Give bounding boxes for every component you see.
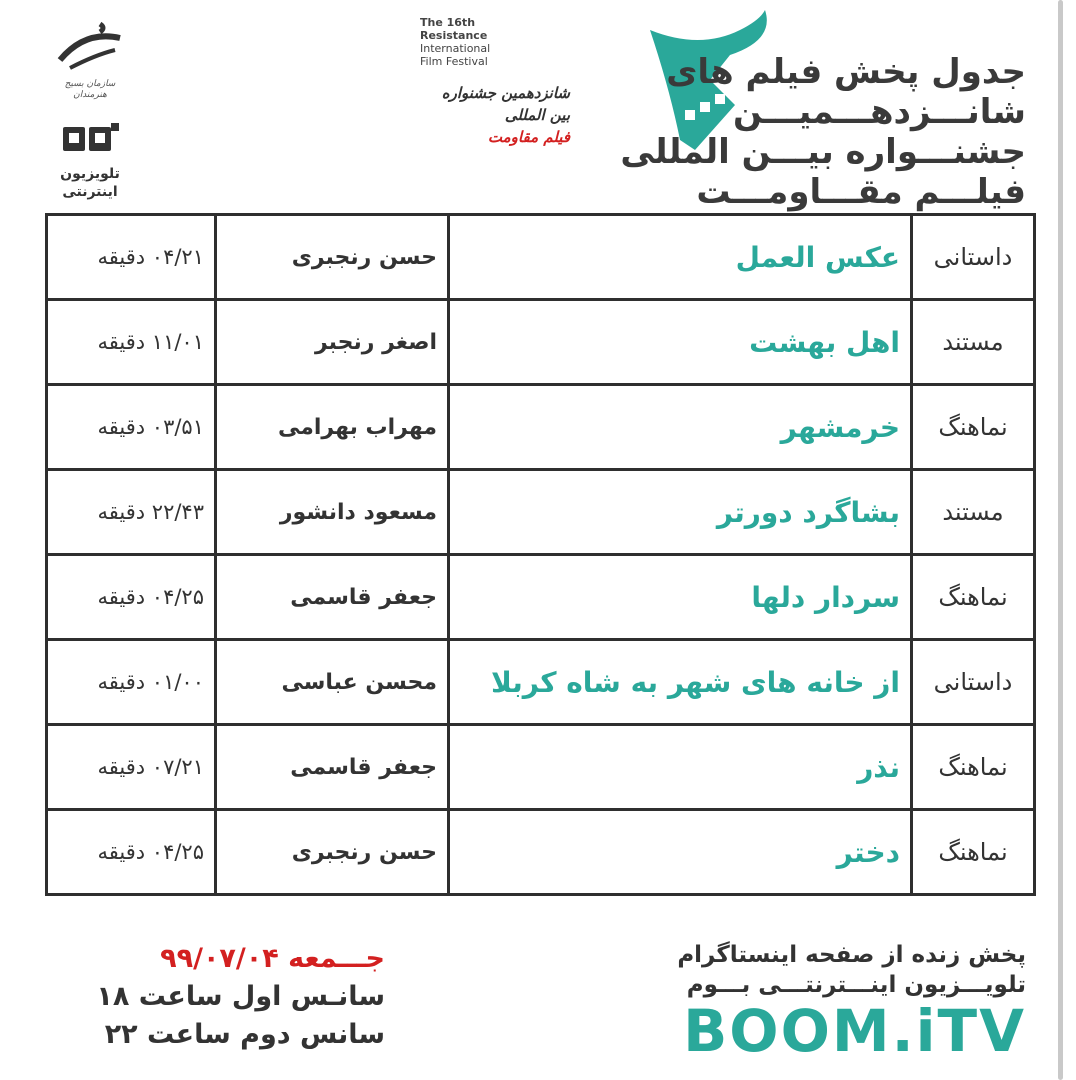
duration-cell: ۰۴/۲۵ دقیقه	[47, 555, 216, 640]
title-line: فیلـــم مقـــاومـــت	[696, 172, 1026, 212]
genre-cell: مستند	[912, 470, 1035, 555]
director-cell: مسعود دانشور	[216, 470, 449, 555]
genre-cell: مستند	[912, 300, 1035, 385]
title-line: جشنـــواره بیـــن المللی	[620, 132, 1026, 172]
genre-cell: نماهنگ	[912, 555, 1035, 640]
director-cell: مهراب بهرامی	[216, 385, 449, 470]
title-line: جدول پخش فیلم های	[666, 52, 1026, 92]
table-row	[47, 810, 1035, 895]
schedule-table	[45, 213, 1036, 896]
genre-cell: داستانی	[912, 640, 1035, 725]
festival-english-name	[420, 16, 490, 68]
genre-cell: نماهنگ	[912, 385, 1035, 470]
broadcast-times	[45, 940, 385, 1054]
duration-cell: ۲۲/۴۳ دقیقه	[47, 470, 216, 555]
brand-name: BOOM.iTV	[683, 997, 1026, 1065]
film-title-cell: اهل بهشت	[449, 300, 912, 385]
duration-cell: ۰۷/۲۱ دقیقه	[47, 725, 216, 810]
live-line-2: تلویـــزیون اینـــترنتـــی بـــوم	[686, 972, 1026, 998]
title-line: شانـــزدهـــمیـــن	[732, 92, 1026, 132]
duration-cell: ۱۱/۰۱ دقیقه	[47, 300, 216, 385]
genre-cell: نماهنگ	[912, 725, 1035, 810]
duration-cell: ۰۳/۵۱ دقیقه	[47, 385, 216, 470]
boom-tv-logo-icon	[55, 121, 125, 161]
festival-fa-red: فیلم مقاومت	[487, 128, 570, 146]
table-row	[47, 640, 1035, 725]
scrollbar[interactable]	[1058, 0, 1063, 1080]
director-cell: حسن رنجبری	[216, 810, 449, 895]
tv-label-1: تلویزیون	[60, 166, 120, 182]
tv-label-2: اینترنتی	[62, 184, 118, 200]
table-row	[47, 555, 1035, 640]
organization-name: سازمان بسیج هنرمندان	[64, 79, 116, 100]
festival-fa-text: شانزدهمین جشنواره بین المللی	[441, 84, 570, 124]
film-title-cell: از خانه های شهر به شاه کربلا	[449, 640, 912, 725]
festival-persian-calligraphy	[420, 82, 570, 148]
film-title-cell: سردار دلها	[449, 555, 912, 640]
duration-cell: ۰۱/۰۰ دقیقه	[47, 640, 216, 725]
table-row	[47, 215, 1035, 300]
festival-en-line: Resistance	[420, 29, 488, 42]
film-title-cell: عکس العمل	[449, 215, 912, 300]
director-cell: جعفر قاسمی	[216, 555, 449, 640]
director-cell: جعفر قاسمی	[216, 725, 449, 810]
live-line-1: پخش زنده از صفحه اینستاگرام	[677, 942, 1026, 968]
festival-en-line: Film Festival	[420, 55, 488, 68]
director-cell: اصغر رنجبر	[216, 300, 449, 385]
duration-cell: ۰۴/۲۵ دقیقه	[47, 810, 216, 895]
session-2: سانس دوم ساعت ۲۲	[104, 1019, 385, 1050]
table-row	[47, 385, 1035, 470]
genre-cell: داستانی	[912, 215, 1035, 300]
page-title	[620, 52, 1026, 212]
festival-en-line: International	[420, 42, 491, 55]
film-title-cell: بشاگرد دورتر	[449, 470, 912, 555]
table-row	[47, 300, 1035, 385]
film-title-cell: دختر	[449, 810, 912, 895]
session-1: سانـس اول ساعت ۱۸	[96, 981, 385, 1012]
film-title-cell: خرمشهر	[449, 385, 912, 470]
genre-cell: نماهنگ	[912, 810, 1035, 895]
table-row	[47, 470, 1035, 555]
organization-logo-icon	[55, 20, 125, 75]
director-cell: حسن رنجبری	[216, 215, 449, 300]
festival-en-line: The 16th	[420, 16, 476, 29]
broadcast-date: جـــمعه ۹۹/۰۷/۰۴	[160, 943, 385, 974]
film-title-cell: نذر	[449, 725, 912, 810]
sponsor-logos	[55, 20, 125, 201]
director-cell: محسن عباسی	[216, 640, 449, 725]
live-info	[677, 940, 1026, 1065]
duration-cell: ۰۴/۲۱ دقیقه	[47, 215, 216, 300]
table-row	[47, 725, 1035, 810]
